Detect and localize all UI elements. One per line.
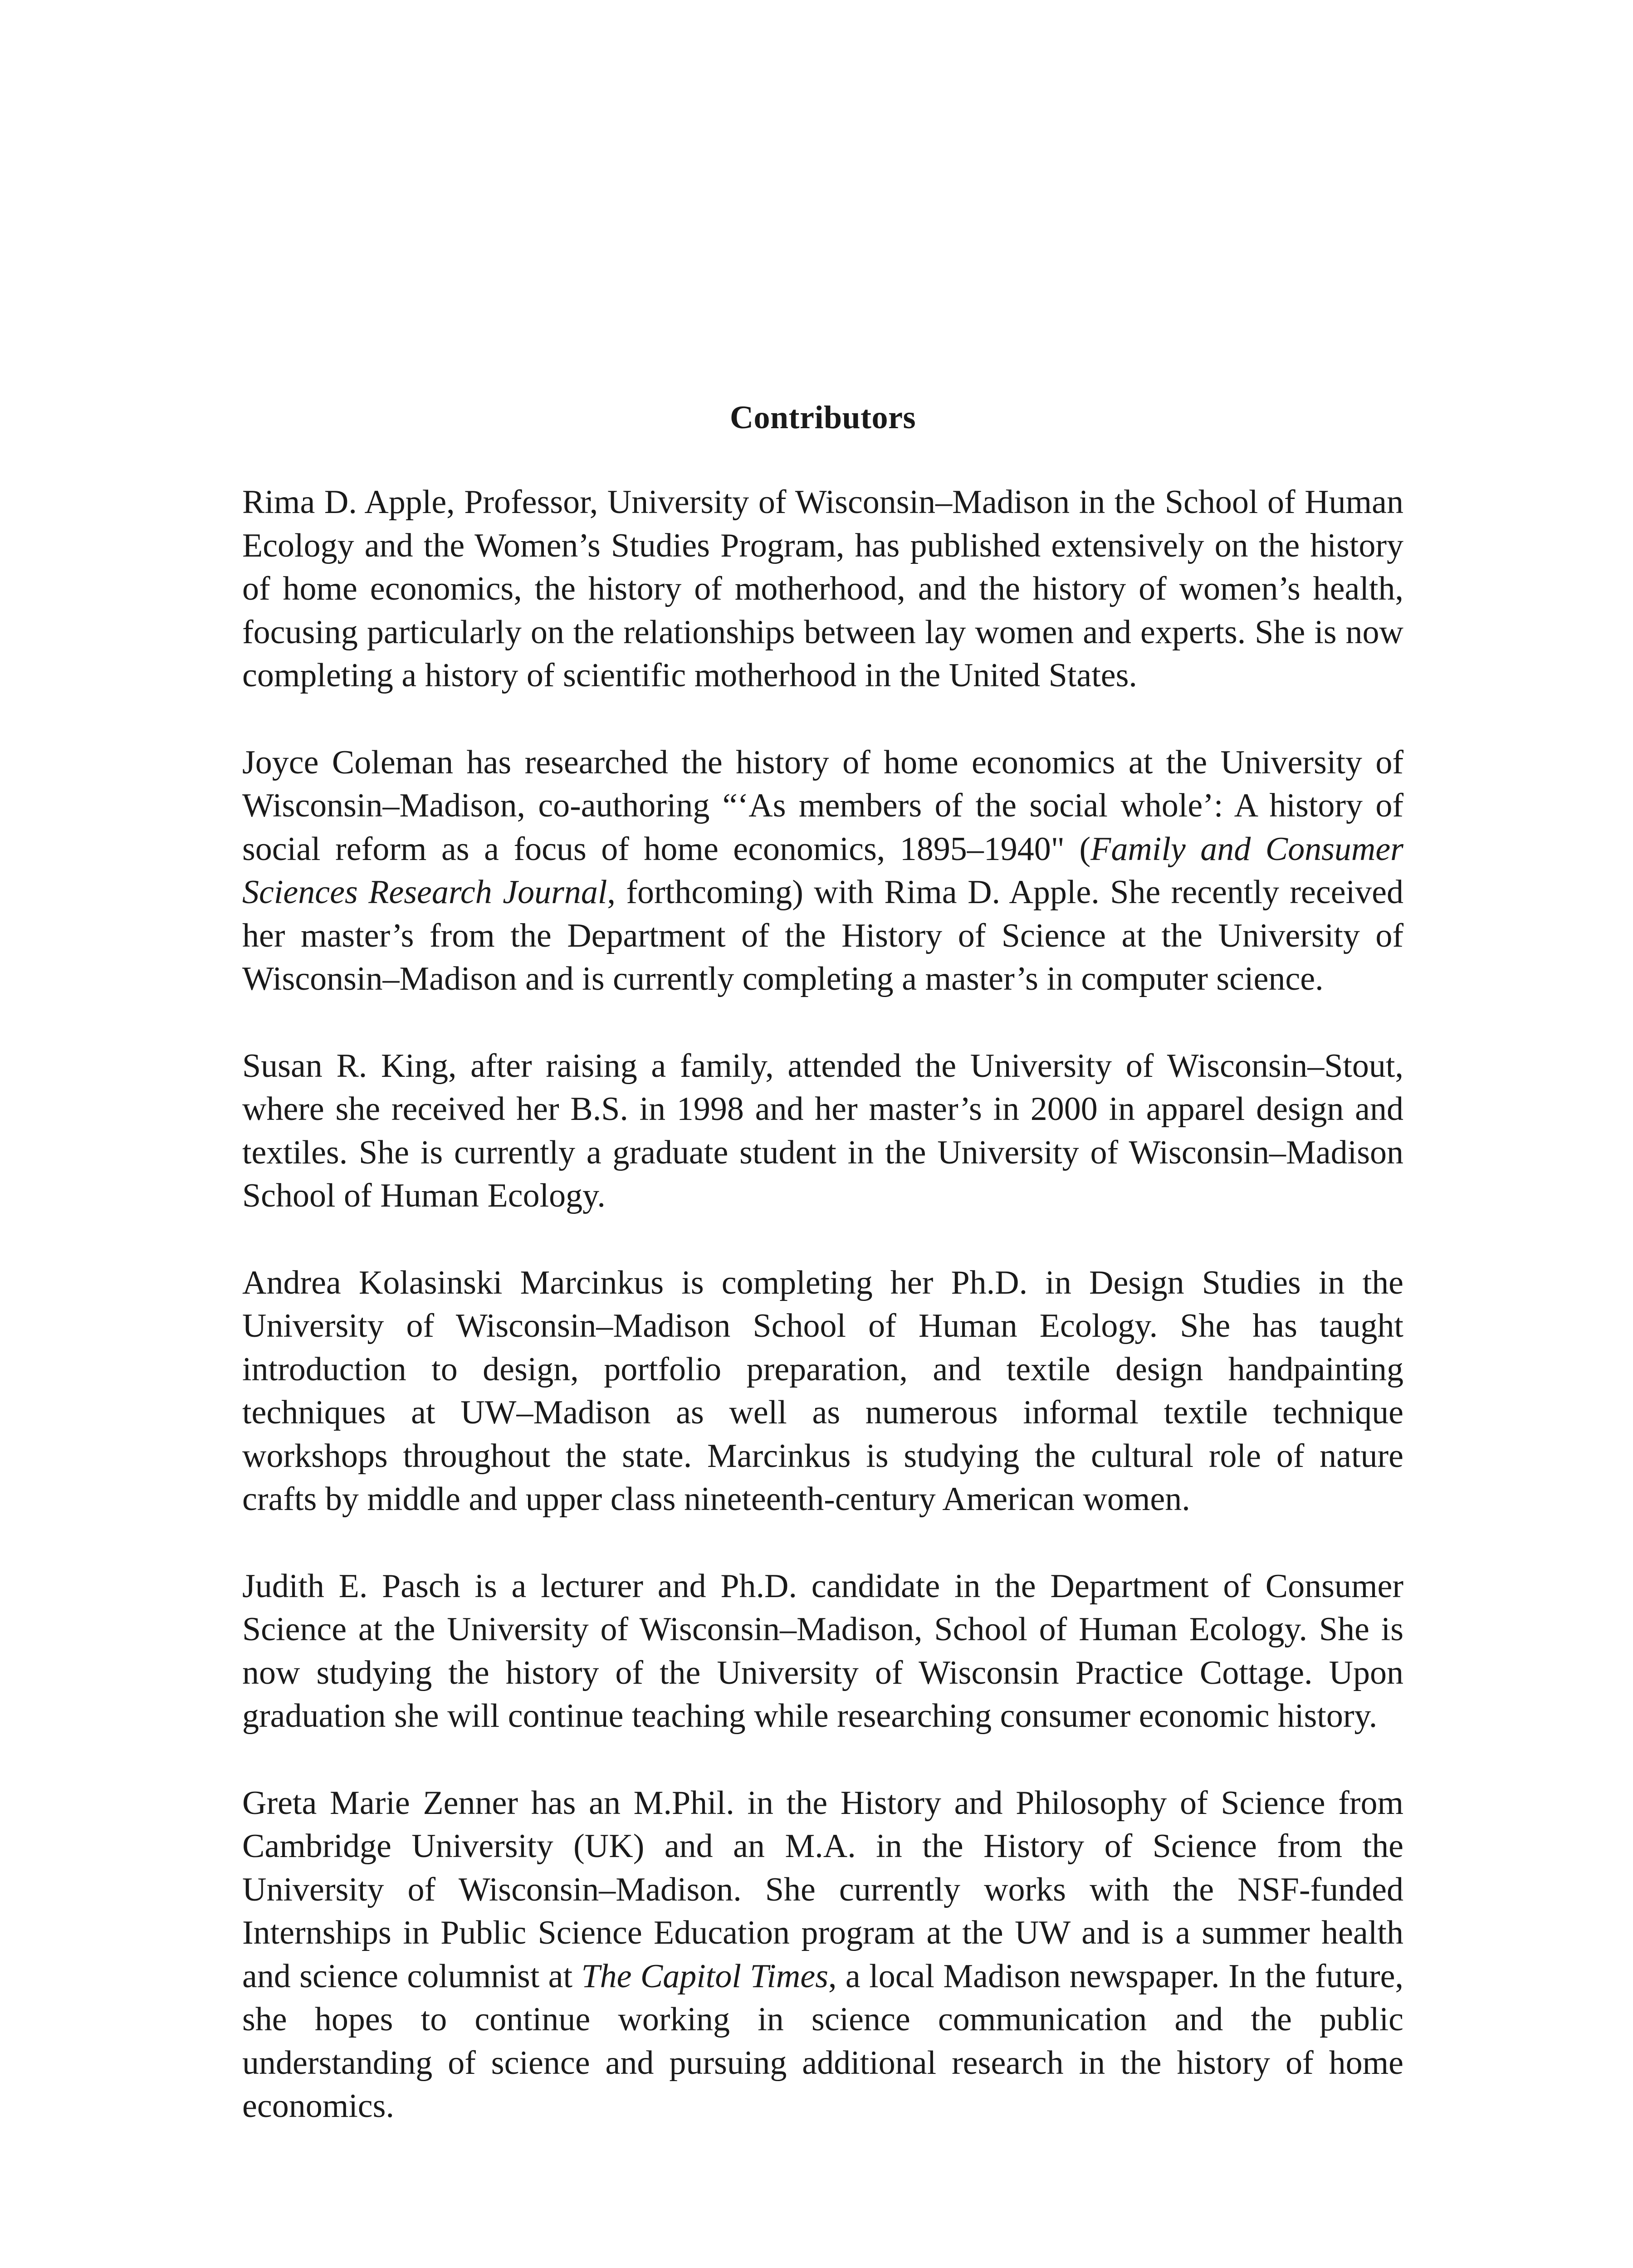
bio-text: , forthcoming) with Rima D. Apple. She recently received her master’s from the Department of the History of Science at the University of Wisconsin–Madison and is currently completing a master’s in computer science.	[242, 874, 1403, 997]
bio-susan-king: Susan R. King, after raising a family, attended the University of Wisconsin–Stout, where she received her B.S. in 1998 and her master’s in 2000 in apparel design and textiles. She is currently a graduate student in the University of Wisconsin–Madison School of Human Ecology.	[242, 1047, 1403, 1214]
bio-text: , a local Madison newspaper. In the future, she hopes to continue working in science communication and the public understanding of science and pursuing additional research in the history of home economics.	[242, 1957, 1403, 2125]
bio-judith-pasch: Judith E. Pasch is a lecturer and Ph.D. candidate in the Department of Consumer Science at the University of Wisconsin–Madison, School of Human Ecology. She is now studying the history of the University of Wisconsin Practice Cottage. Upon graduation she will continue teaching while researching consumer economic history.	[242, 1567, 1403, 1735]
bio-text: Joyce Coleman has researched the history of home economics at the University of Wisconsin–Madison, co-authoring “‘As members of the social whole’: A history of social reform as a focus of home economics, 1895–1940" (	[242, 743, 1403, 868]
bio-rima-apple: Rima D. Apple, Professor, University of Wisconsin–Madison in the School of Human Ecology and the Women’s Studies Program, has published extensively on the history of home economics, the history of motherhood, and the history of women’s health, focusing particularly on the relationships between lay women and experts. She is now completing a history of scientific motherhood in the United States.	[242, 484, 1403, 694]
newspaper-title: The Capitol Times	[581, 1957, 828, 1995]
page-title: Contributors	[729, 399, 916, 435]
contributors-page	[242, 395, 1403, 2128]
bio-greta-zenner	[242, 1782, 1403, 2128]
bio-text: Greta Marie Zenner has an M.Phil. in the History and Philosophy of Science from Cambridge University (UK) and an M.A. in the History of Science from the University of Wisconsin–Madison. She currently works with the NSF-funded Internships in Public Science Education program at the UW and is a summer health and science columnist at	[242, 1784, 1403, 1995]
bio-andrea-marcinkus: Andrea Kolasinski Marcinkus is completing her Ph.D. in Design Studies in the University of Wisconsin–Madison School of Human Ecology. She has taught introduction to design, portfolio preparation, and textile design handpainting techniques at UW–Madison as well as numerous informal textile technique workshops throughout the state. Marcinkus is studying the cultural role of nature crafts by middle and upper class nineteenth-century American women.	[242, 1264, 1403, 1518]
journal-title: Family and Consumer Sciences Research Journal	[242, 830, 1403, 911]
bio-joyce-coleman	[242, 741, 1403, 1001]
